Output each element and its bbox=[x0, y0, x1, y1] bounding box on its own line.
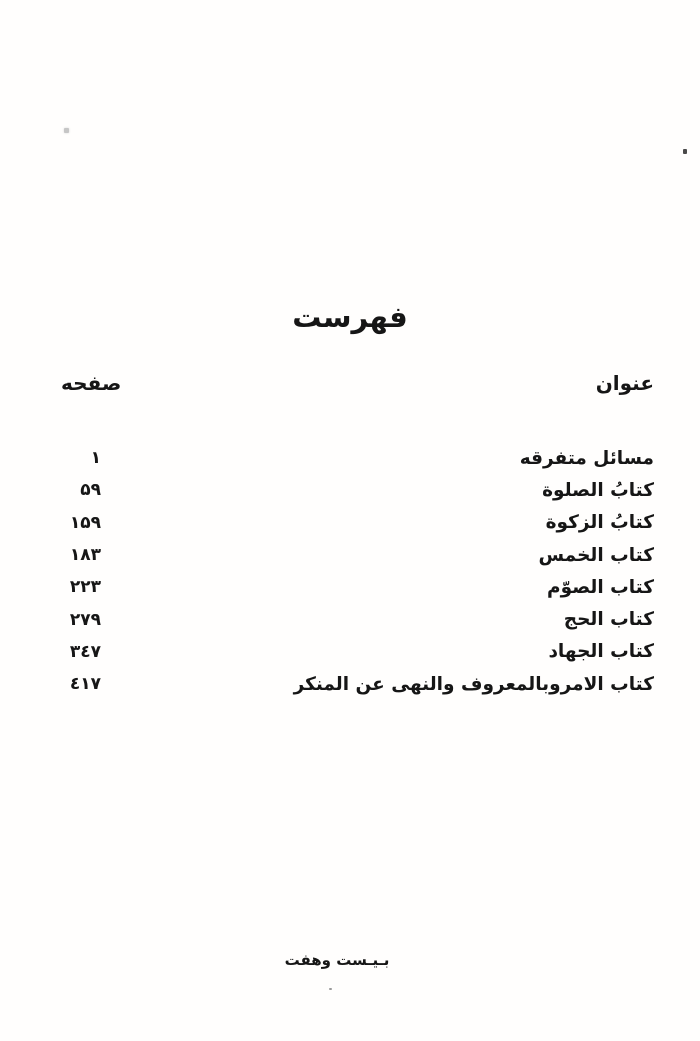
toc-page-number: ۵۹ bbox=[80, 480, 101, 501]
toc-row bbox=[61, 603, 654, 635]
scan-speck bbox=[329, 988, 332, 990]
footer-page-number: بـيـست وهفت bbox=[284, 951, 390, 969]
title-column-header: عنوان bbox=[595, 371, 654, 395]
toc-page-number: ۲۷۹ bbox=[69, 609, 101, 630]
scan-speck bbox=[683, 149, 687, 154]
toc-page-number: ۱۸۳ bbox=[69, 545, 101, 566]
toc-entry-title: كتاب الصوّم bbox=[547, 576, 654, 598]
toc-page-number: ٤۱۷ bbox=[69, 674, 101, 695]
toc-page-number: ۱۵۹ bbox=[69, 512, 101, 533]
toc-entry-title: كتاب الحج bbox=[563, 609, 654, 631]
scan-speck bbox=[64, 128, 69, 133]
toc-entry-title: كتابُ الصلوة bbox=[542, 479, 654, 501]
toc-page-number: ۲۲۳ bbox=[69, 577, 101, 598]
toc-list bbox=[61, 442, 654, 700]
toc-entry-title: كتاب الجهاد bbox=[548, 641, 654, 663]
toc-row bbox=[61, 442, 654, 474]
page-column-header: صفحه bbox=[61, 371, 122, 395]
toc-entry-title: مسائل متفرقه bbox=[519, 447, 654, 469]
toc-row bbox=[61, 636, 654, 668]
toc-row bbox=[61, 539, 654, 571]
toc-header-row bbox=[61, 371, 654, 395]
toc-row bbox=[61, 571, 654, 603]
toc-page-number: ۳٤۷ bbox=[69, 641, 101, 662]
page-title: فهرست bbox=[292, 300, 408, 334]
toc-row bbox=[61, 474, 654, 506]
toc-row bbox=[61, 507, 654, 539]
toc-row bbox=[61, 668, 654, 700]
toc-entry-title: كتاب الامروبالمعروف والنهى عن المنكر bbox=[293, 673, 654, 695]
toc-entry-title: كتاب الخمس bbox=[538, 544, 654, 566]
toc-entry-title: كتابُ الزكوة bbox=[545, 512, 654, 534]
toc-page-number: ۱ bbox=[90, 448, 101, 469]
